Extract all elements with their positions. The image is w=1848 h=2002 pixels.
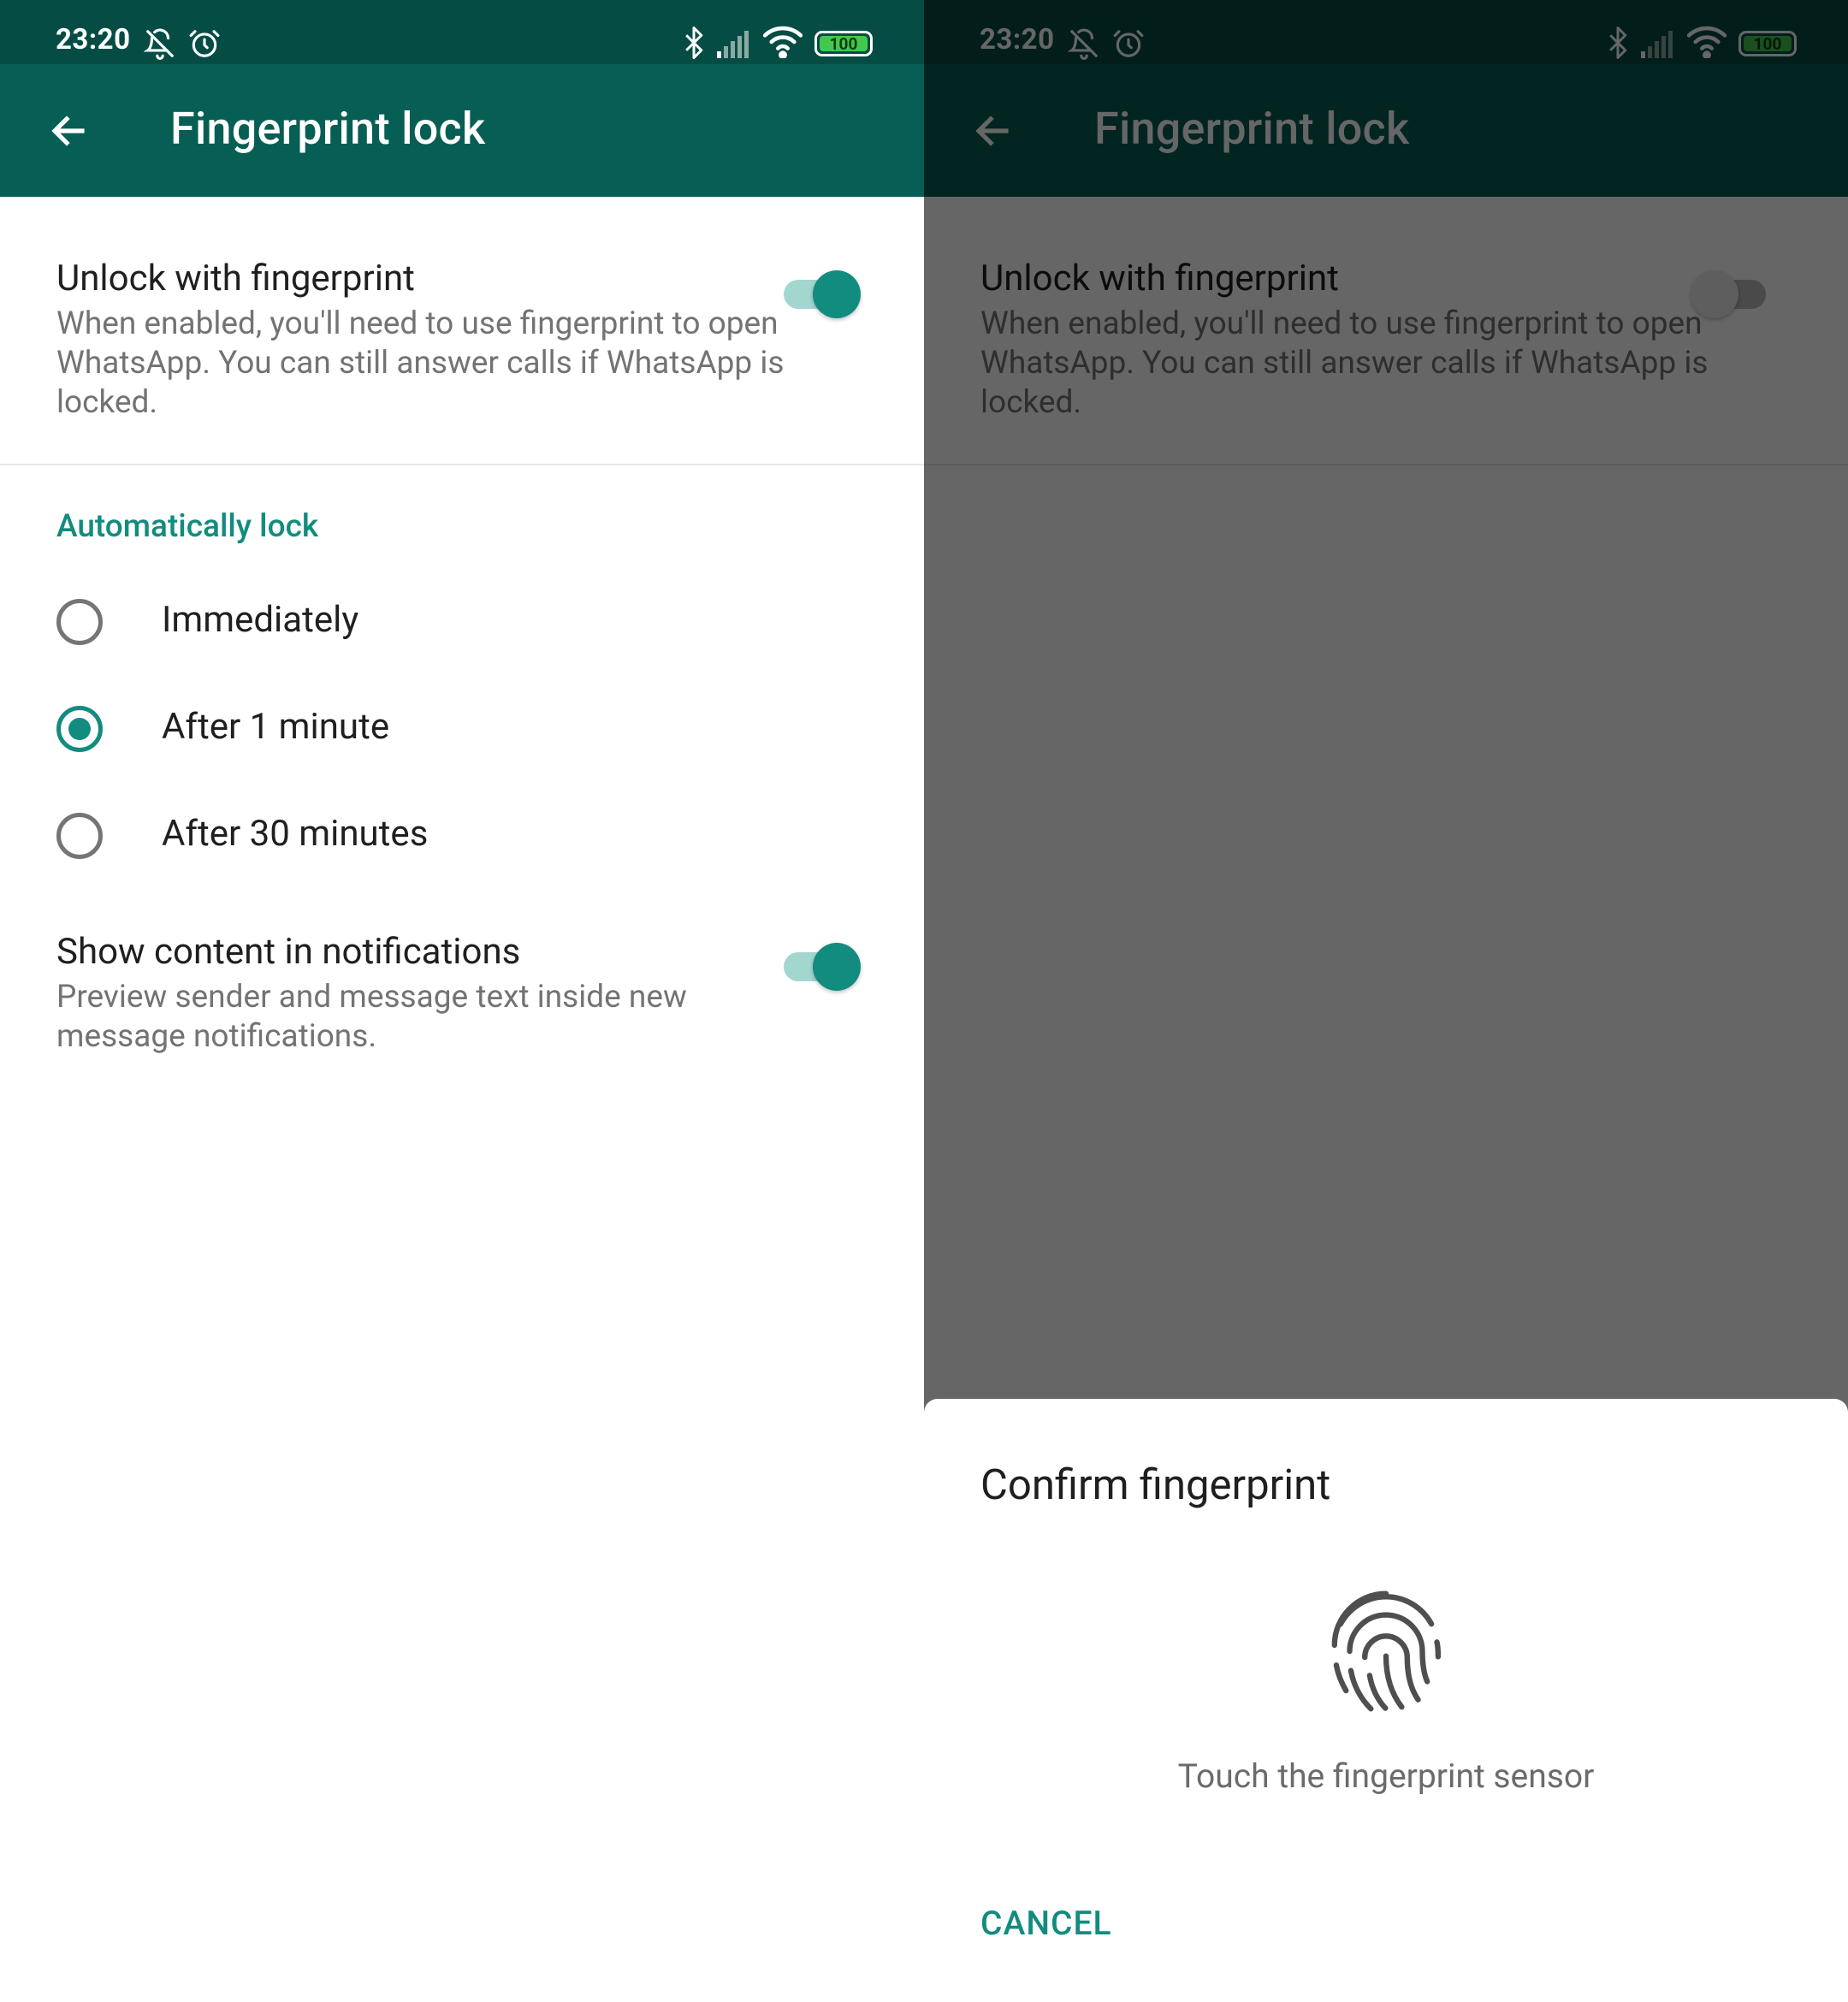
battery-icon	[814, 31, 873, 56]
toggle-thumb	[813, 270, 861, 318]
radio-button-selected[interactable]	[56, 706, 103, 752]
toggle-thumb	[813, 943, 861, 991]
setting-description: Preview sender and message text inside new message notifications.	[56, 979, 687, 1055]
alarm-icon	[188, 27, 221, 60]
back-button[interactable]	[34, 97, 103, 165]
radio-option-immediately[interactable]	[34, 570, 890, 672]
radio-option-after-1-minute[interactable]	[34, 677, 890, 779]
setting-description: When enabled, you'll need to use fingerprint to open WhatsApp. You can still answer calls if WhatsApp is locked.	[56, 305, 785, 421]
show-notification-content-setting[interactable]	[56, 928, 792, 1057]
status-bar	[0, 0, 924, 64]
radio-button[interactable]	[56, 599, 103, 645]
bluetooth-icon	[681, 26, 707, 60]
radio-option-after-30-minutes[interactable]	[34, 784, 890, 886]
fingerprint-icon	[1313, 1578, 1459, 1724]
status-time: 23:20	[56, 23, 131, 56]
radio-label: Immediately	[162, 599, 359, 641]
unlock-fingerprint-toggle[interactable]	[782, 264, 859, 316]
wifi-icon	[763, 26, 803, 58]
page-title: Fingerprint lock	[170, 103, 486, 155]
app-toolbar	[0, 64, 924, 197]
unlock-fingerprint-setting[interactable]	[56, 255, 792, 423]
dialog-title: Confirm fingerprint	[980, 1460, 1331, 1509]
radio-button[interactable]	[56, 813, 103, 859]
auto-lock-section-header: Automatically lock	[56, 508, 319, 545]
arrow-left-icon	[48, 110, 89, 151]
settings-screen-right	[924, 0, 1848, 2002]
signal-icon	[717, 29, 751, 58]
radio-label: After 30 minutes	[162, 813, 429, 855]
bell-off-icon	[144, 27, 176, 60]
divider	[0, 464, 924, 465]
radio-label: After 1 minute	[162, 706, 390, 748]
battery-level: 100	[829, 34, 858, 54]
dialog-hint: Touch the fingerprint sensor	[1177, 1756, 1595, 1796]
confirm-fingerprint-dialog	[924, 1399, 1848, 2002]
setting-title: Show content in notifications	[56, 931, 521, 973]
cancel-button[interactable]: CANCEL	[980, 1904, 1112, 1943]
show-notification-content-toggle[interactable]	[782, 937, 859, 988]
setting-title: Unlock with fingerprint	[56, 258, 415, 299]
